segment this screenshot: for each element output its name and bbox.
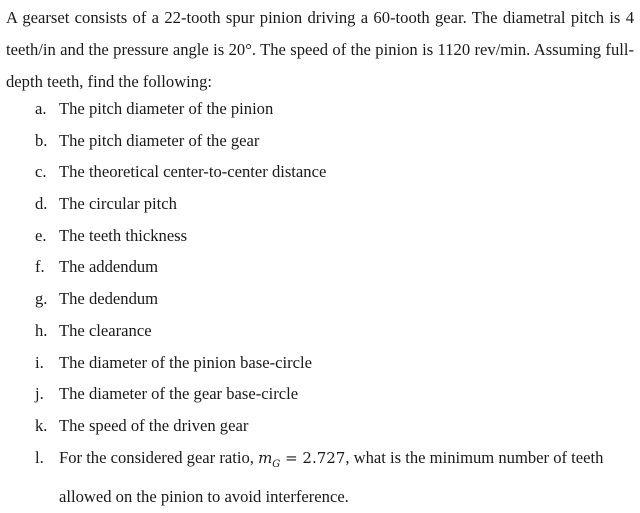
question-item-l <box>0 442 640 506</box>
question-letter: i. <box>35 352 44 372</box>
question-text: The diameter of the gear base-circle <box>59 384 299 404</box>
question-letter: a. <box>35 99 47 118</box>
question-text: The pitch diameter of the gear <box>59 130 260 150</box>
question-text: The theoretical center-to-center distance <box>59 162 327 182</box>
question-letter: f. <box>35 257 45 277</box>
question-item-b <box>0 125 640 157</box>
question-text: The clearance <box>59 320 152 340</box>
question-letter: h. <box>35 320 48 340</box>
question-text: The dedendum <box>59 289 159 309</box>
question-item-d <box>0 188 640 220</box>
question-item-k <box>0 410 640 442</box>
question-item-a <box>0 93 640 125</box>
question-text: The circular pitch <box>59 194 177 214</box>
question-text: The pitch diameter of the pinion <box>59 99 274 118</box>
gear-ratio-value: = 2.727 <box>280 448 346 467</box>
question-letter: k. <box>35 415 48 435</box>
question-text: The addendum <box>59 257 159 277</box>
question-text: The speed of the driven gear <box>59 415 249 435</box>
question-letter: g. <box>35 289 48 309</box>
gear-ratio-subscript: G <box>272 458 281 470</box>
question-item-h <box>0 315 640 347</box>
question-letter: j. <box>35 384 44 404</box>
question-item-f <box>0 251 640 283</box>
question-item-j <box>0 378 640 410</box>
question-letter: d. <box>35 194 48 214</box>
question-text-before: For the considered gear ratio, <box>59 447 259 467</box>
question-text: The teeth thickness <box>59 225 188 245</box>
question-letter: e. <box>35 225 47 245</box>
question-letter: l. <box>35 447 44 467</box>
question-item-i <box>0 347 640 379</box>
question-text <box>59 442 629 513</box>
question-text: The diameter of the pinion base-circle <box>59 352 312 372</box>
gear-ratio-symbol <box>258 448 281 470</box>
question-letter: c. <box>35 162 47 182</box>
gear-ratio-variable: m <box>258 448 273 467</box>
question-letter: b. <box>35 130 48 150</box>
question-item-e <box>0 220 640 252</box>
question-list <box>0 93 640 506</box>
problem-intro: A gearset consists of a 22-tooth spur pinion driving a 60-tooth gear. The diametral pitch is 4 teeth/in and the pressure angle is 20°. The speed of the pinion is 1120 rev/min. Assuming full-depth teeth, find the following: <box>6 8 634 91</box>
question-item-g <box>0 283 640 315</box>
question-item-c <box>0 156 640 188</box>
question-text-after: , what is the minimum number of teeth allowed on the pinion to avoid interference. <box>59 447 604 506</box>
